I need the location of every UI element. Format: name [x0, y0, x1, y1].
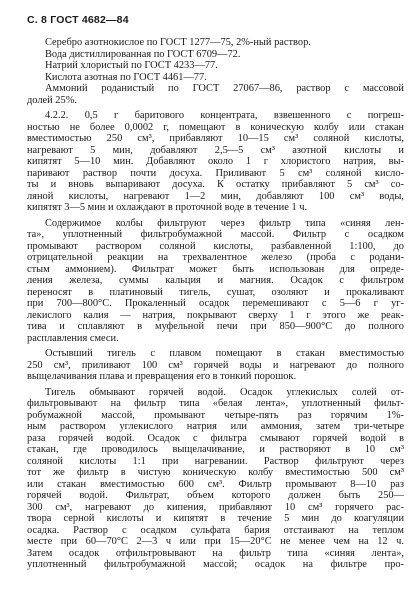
- reagents-list: [27, 37, 404, 106]
- text-line: Тигель обмывают горячей водой. Осадок углекислых солей от-: [45, 386, 404, 398]
- text-line: выщелачивания плава и превращения его в тонкий порошок.: [27, 371, 297, 382]
- text-line: переносят в платиновый тигель, сушат, озоляют и прокаливают: [27, 286, 404, 298]
- paragraph-precipitation: [27, 387, 404, 571]
- text-line: 250 см³, приливают 100 см³ горячей воды и нагревают до полного: [27, 359, 404, 371]
- text-line: стакан, где проводилось выщелачивание, и растворяют в 10 см³: [27, 444, 404, 455]
- text-line: горячей водой. Фильтрат, объем которого должен быть 250—: [27, 490, 404, 501]
- text-line: ным раствором углекислого натрия или аммония, затем три-четыре: [27, 421, 404, 432]
- text-line: 300 см³, нагревают до кипения, прибавляют 10 см³ горячего рас-: [27, 501, 404, 513]
- document-title: ГОСТ 4682—84: [50, 14, 129, 26]
- text-line: стым аммонием). Фильтрат может быть использован для опреде-: [27, 263, 404, 275]
- reagent-line: долей 25%.: [27, 94, 77, 106]
- text-line: или стакан вместимостью 600 см³. Фильтр промывают 8—10 раз: [27, 478, 404, 490]
- text-line: раза горячей водой. Осадок с фильтра смывают горячей водой в: [27, 432, 404, 444]
- paragraph-filtration: [27, 218, 404, 345]
- text-line: месте при 60—70°С 2—3 ч или при 15—20°С не менее чем на 12 ч.: [27, 536, 404, 547]
- text-line: Остывший тигель с плавом помещают в стакан вместимостью: [45, 348, 404, 359]
- text-line: нагревают 5 мин, добавляют 2,5—5 см³ азотной кислоты и: [27, 144, 404, 156]
- text-line: твора серной кислоты и кипятят в течение 5 мин до коагуляции: [27, 513, 404, 524]
- text-line: промывают раствором соляной кислоты, разбавленной 1:100, до: [27, 240, 404, 252]
- text-line: 4.2.2. 0,5 г баритового концентрата, взвешенного с погреш-: [45, 110, 404, 121]
- text-line: осадка. Раствор с осадком сульфата бария отстаивают на теплом: [27, 524, 404, 536]
- text-line: вместимостью 250 см³, прибавляют 10—15 см³ соляной кислоты,: [27, 133, 404, 144]
- text-line: та», уплотненный фильтробумажной массой. Фильтр с осадком: [27, 229, 404, 240]
- text-line: ления железа, суммы кальция и магния. Осадок с фильтром: [27, 275, 404, 286]
- page-header: [27, 14, 404, 26]
- text-line: соляной кислоты 1:1 при нагревании. Раствор фильтруют через: [27, 455, 404, 467]
- text-line: отрицательной реакции на трехвалентное железо (проба с родани-: [27, 252, 404, 263]
- text-line: кипятят 3—5 мин и охлаждают в проточной воде в течение 1 ч.: [27, 202, 308, 213]
- text-line: ляной кислоты, нагревают 1—2 мин, добавляют 100 см³ воды,: [27, 190, 404, 202]
- page-number: С. 8: [27, 14, 48, 26]
- text-line: кипятят 5—10 мин. Добавляют около 1 г хлористого натрия, вы-: [27, 156, 404, 167]
- text-line: ты и вновь выпаривают досуха. К остатку прибавляют 5 см³ со-: [27, 179, 404, 190]
- reagent-line: Аммоний роданистый по ГОСТ 27067—86, раствор с массовой: [45, 83, 404, 94]
- text-line: Содержимое колбы фильтруют через фильтр типа «синяя лен-: [45, 217, 404, 229]
- paragraph-4-2-2: [27, 110, 404, 214]
- text-line: уплотненный фильтробумажной массой; осадок на фильтре про-: [27, 559, 404, 570]
- reagent-line: Серебро азотнокислое по ГОСТ 1277—75, 2%-ный раствор.: [45, 37, 311, 48]
- text-line: при 700—800°С. Прокаленный осадок перемешивают с 5—6 г уг-: [27, 298, 404, 309]
- text-line: ностью не более 0,0002 г, помещают в коническую колбу или стакан: [27, 121, 404, 133]
- reagent-line: Вода дистиллированная по ГОСТ 6709—72.: [45, 48, 241, 60]
- text-line: Затем осадок отфильтровывают на фильтр типа «синяя лента»,: [27, 547, 404, 559]
- reagent-line: Натрий хлористый по ГОСТ 4233—77.: [45, 60, 218, 71]
- text-line: паривают раствор почти досуха. Приливают 5 см³ соляной кисло-: [27, 167, 404, 179]
- text-line: расплавления смеси.: [27, 332, 119, 344]
- text-line: тот же фильтр в чистую коническую колбу вместимостью 500 см³: [27, 467, 404, 478]
- text-line: лекислого калия — натрия, покрывают сверху 1 г этого же реак-: [27, 309, 404, 321]
- text-line: робумажной массой, промывают четыре-пять раз горячим 1%-: [27, 409, 404, 421]
- text-line: тива и сплавляют в муфельной печи при 850—900°С до полного: [27, 321, 404, 332]
- paragraph-leaching: [27, 348, 404, 383]
- text-line: фильтровывают на фильтр типа «белая лента», уплотненный фильт-: [27, 398, 404, 409]
- reagent-line: Кислота азотная по ГОСТ 4461—77.: [45, 71, 207, 83]
